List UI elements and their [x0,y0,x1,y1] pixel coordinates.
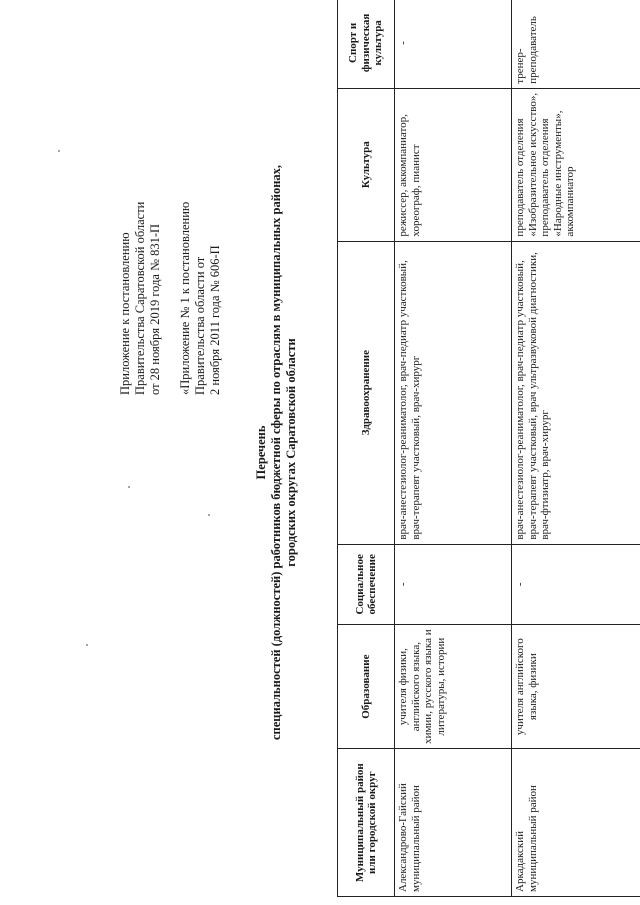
cell-culture: преподаватель отделения «Изобразительное искусство», преподаватель отделения «Народные инструменты», аккомпаниатор [512,88,640,241]
appendix-line-1: Приложение к постановлению [118,232,132,395]
table-header-row [338,0,395,897]
cell-district: Аркадакский муниципальный район [512,749,640,897]
cell-education: учителя физики, английского языка, химии, русского языка и литературы, истории [395,624,512,748]
header-education: Образование [338,624,395,748]
title-heading: Перечень [254,425,268,480]
cell-education: учителя английского языка, физики [512,624,640,748]
title-line-1: специальностей (должностей) работников бюджетной сферы по отраслям в муниципальных районах, [269,164,283,741]
table-row [512,0,640,897]
appendix-line-3: от 28 ноября 2019 года № 831-П [148,223,162,395]
specialties-table [337,0,640,897]
header-health: Здравоохранение [338,241,395,544]
appendix-line-6: 2 ноября 2011 года № 606-П [208,245,222,395]
cell-sport: тренер-преподаватель [512,0,640,88]
scan-speck [208,514,210,516]
document-title [254,0,299,905]
scan-speck [128,486,130,488]
header-culture: Культура [338,88,395,241]
cell-district: Александрово-Гайский муниципальный район [395,749,512,897]
cell-health: врач-анестезиолог-реаниматолог, врач-педиатр участковый, врач-терапевт участковый, врач-хирург [395,241,512,544]
title-line-2: городских округах Саратовской области [284,338,298,567]
header-sport: Спорт и физическая культура [338,0,395,88]
appendix-note [118,202,223,395]
appendix-gap [163,202,178,395]
scan-speck [86,644,88,646]
header-district: Муниципальный район или городской округ [338,749,395,897]
scan-speck [58,150,60,152]
cell-social: - [395,544,512,624]
appendix-line-2: Правительства Саратовской области [133,201,147,395]
header-social: Социальное обеспечение [338,544,395,624]
cell-culture: режиссер, аккомпаниатор, хореограф, пианист [395,88,512,241]
cell-health: врач-анестезиолог-реаниматолог, врач-педиатр участковый, врач-терапевт участковый, врач ультразвуковой диагностики, врач-фтизиатр, врач-хирург [512,241,640,544]
cell-sport: - [395,0,512,88]
appendix-line-5: Правительства области от [193,256,207,395]
cell-social: - [512,544,640,624]
table-row [395,0,512,897]
appendix-line-4: «Приложение № 1 к постановлению [178,201,192,395]
